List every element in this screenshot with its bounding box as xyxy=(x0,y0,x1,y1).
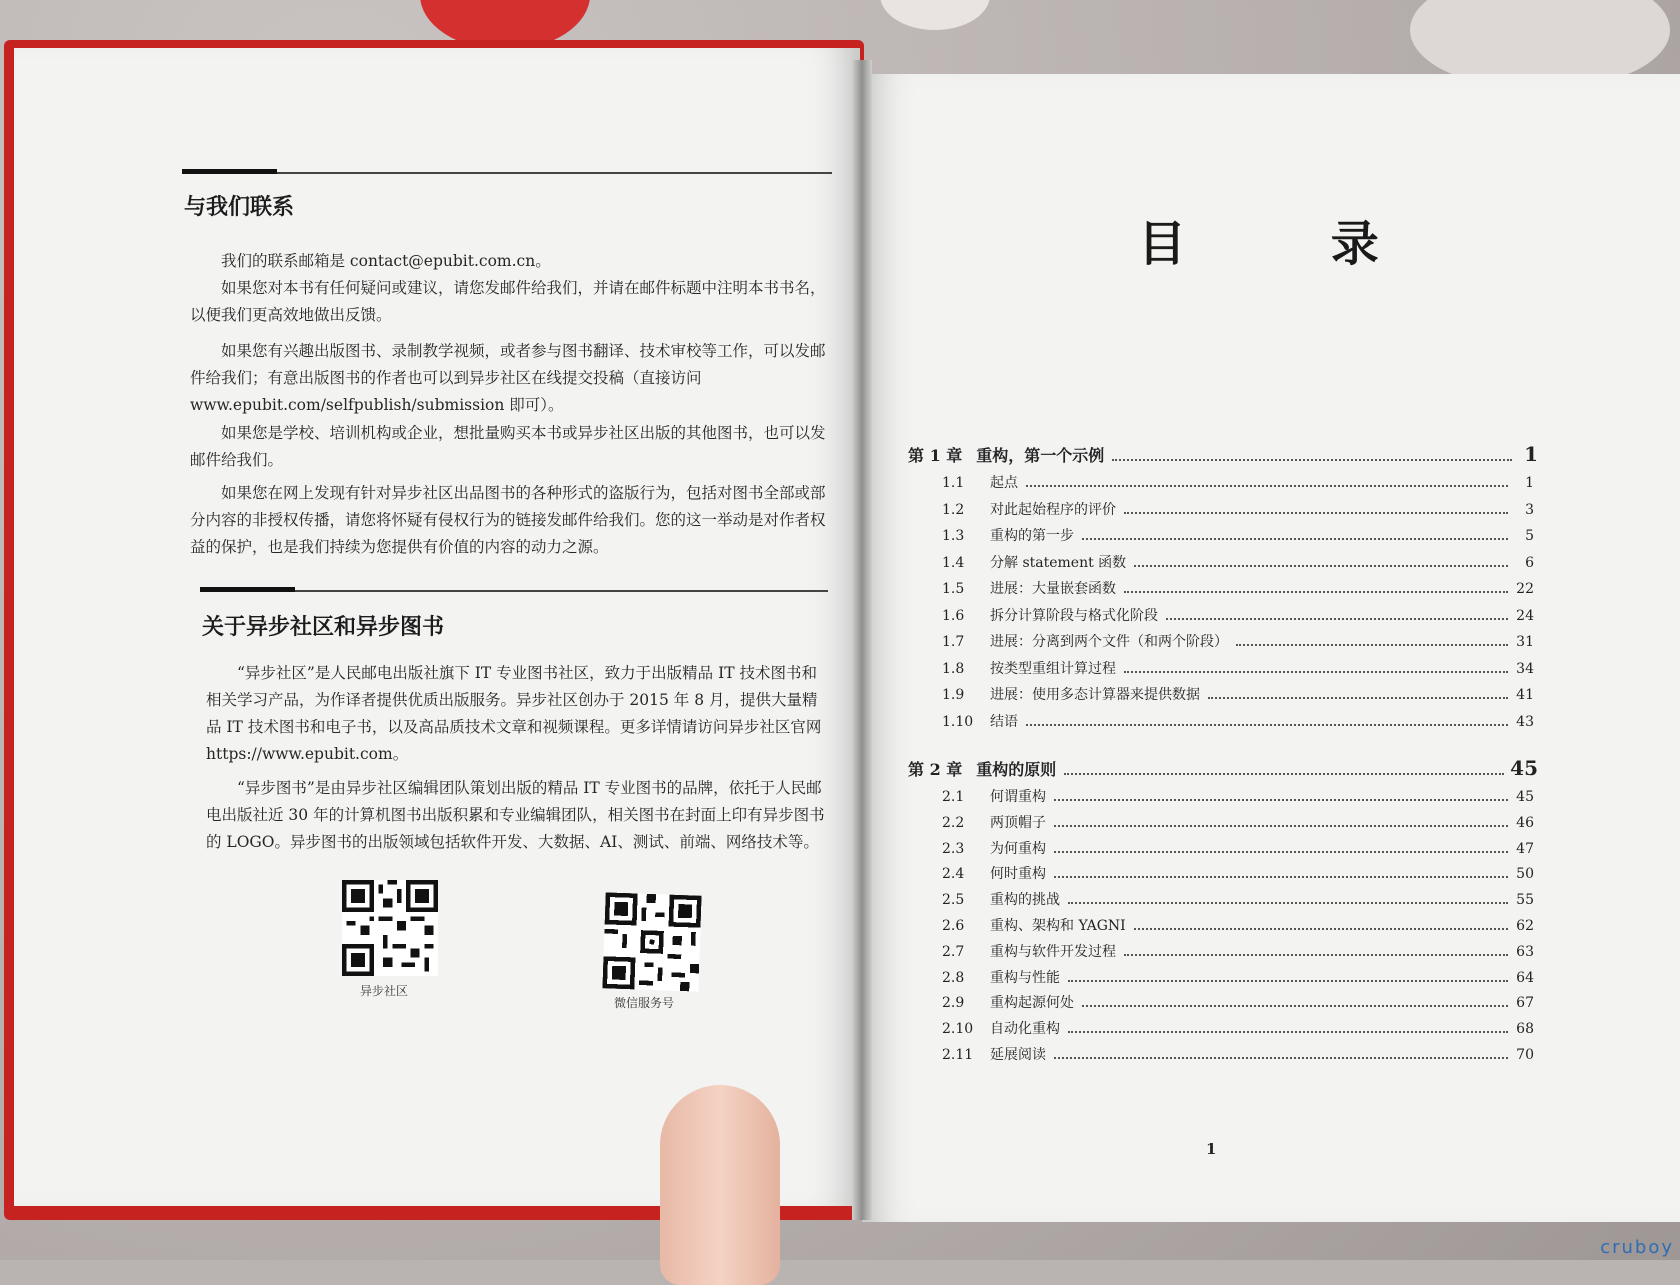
toc-leader-dots xyxy=(1026,485,1508,487)
toc-section-title: 拆分计算阶段与格式化阶段 xyxy=(990,607,1158,624)
toc-section-row xyxy=(942,658,1534,678)
toc-page-number: 47 xyxy=(1516,840,1534,857)
toc-page-number: 1 xyxy=(1525,475,1534,491)
toc-leader-dots xyxy=(1068,902,1508,904)
toc-section-number: 2.2 xyxy=(942,814,965,831)
toc-section-row xyxy=(942,552,1534,572)
toc-page-number: 3 xyxy=(1525,501,1534,518)
toc-section-row xyxy=(942,605,1534,625)
toc-leader-dots xyxy=(1064,773,1504,775)
toc-section-title: 按类型重组计算过程 xyxy=(990,660,1116,677)
toc-section-row xyxy=(942,967,1534,987)
toc-leader-dots xyxy=(1054,799,1508,801)
page-number: 1 xyxy=(1206,1140,1217,1158)
toc-section-title: 自动化重构 xyxy=(990,1021,1060,1038)
toc-section-title: 两顶帽子 xyxy=(990,814,1046,831)
toc-section-title: 进展：分离到两个文件（和两个阶段） xyxy=(990,634,1228,650)
watermark-text: cruboy xyxy=(1600,1237,1674,1258)
toc-page-number: 5 xyxy=(1525,528,1534,544)
toc-leader-dots xyxy=(1134,565,1508,567)
toc-section-number: 2.10 xyxy=(942,1021,974,1038)
toc-leader-dots xyxy=(1124,671,1508,673)
toc-section-row xyxy=(942,711,1534,731)
toc-section-number: 1.3 xyxy=(942,528,965,544)
toc-section-number: 2.8 xyxy=(942,969,965,986)
toc-leader-dots xyxy=(1124,512,1508,514)
toc-leader-dots xyxy=(1054,851,1508,853)
finger-holding-page xyxy=(660,1085,780,1285)
toc-page-number: 50 xyxy=(1516,866,1534,883)
toc-page-number: 41 xyxy=(1516,687,1534,703)
toc-section-title: 分解 statement 函数 xyxy=(990,554,1127,571)
toc-leader-dots xyxy=(1236,644,1508,646)
toc-page-number: 45 xyxy=(1510,756,1538,780)
qr-caption: 异步社区 xyxy=(360,984,409,998)
toc-section-title: 起点 xyxy=(990,475,1018,491)
toc-leader-dots xyxy=(1112,459,1512,461)
toc-leader-dots xyxy=(1082,1005,1508,1007)
toc-leader-dots xyxy=(1208,697,1508,699)
toc-section-number: 2.4 xyxy=(942,866,965,883)
toc-page-number: 22 xyxy=(1516,581,1534,597)
toc-leader-dots xyxy=(1134,928,1508,930)
toc-section-number: 1.7 xyxy=(942,634,965,650)
toc-section-number: 1.4 xyxy=(942,554,965,571)
toc-section-title: 重构的挑战 xyxy=(990,892,1060,909)
toc-section-row xyxy=(942,525,1534,545)
toc-section-number: 1.5 xyxy=(942,581,965,597)
toc-section-row xyxy=(942,992,1534,1012)
toc-page-number: 46 xyxy=(1516,814,1534,831)
toc-section-number: 2.11 xyxy=(942,1047,974,1063)
toc-page-number: 6 xyxy=(1525,554,1534,571)
toc-section-number: 2.7 xyxy=(942,943,965,960)
toc-leader-dots xyxy=(1082,538,1508,540)
toc-page-number: 45 xyxy=(1516,789,1534,805)
toc-section-title: 延展阅读 xyxy=(990,1047,1046,1063)
toc-section-row xyxy=(942,1018,1534,1038)
toc-page-number: 63 xyxy=(1516,943,1534,960)
toc-section-title: 重构起源何处 xyxy=(990,995,1074,1012)
contact-paragraph: 如果您有兴趣出版图书、录制教学视频，或者参与图书翻译、技术审校等工作，可以发邮件给我们；有意出版图书的作者也可以到异步社区在线提交投稿（直接访问 www.epubit.com/selfpublish/submission 即可）。 xyxy=(190,342,826,414)
toc-section-row xyxy=(942,631,1534,651)
toc-leader-dots xyxy=(1124,954,1508,956)
toc-section-row xyxy=(942,941,1534,961)
about-paragraph: “异步图书”是由异步社区编辑团队策划出版的精品 IT 专业图书的品牌，依托于人民邮电出版社近 30 年的计算机图书出版积累和专业编辑团队，相关图书在封面上印有异步图书的 LOGO。异步图书的出版领域包括软件开发、大数据、AI、测试、前端、网络技术等。 xyxy=(206,779,825,851)
toc-section-title: 何时重构 xyxy=(990,866,1046,883)
toc-section-number: 2.6 xyxy=(942,918,965,934)
toc-section-row xyxy=(942,812,1534,832)
toc-section-number: 1.1 xyxy=(942,475,965,491)
toc-section-number: 1.2 xyxy=(942,501,965,518)
toc-page-number: 31 xyxy=(1516,634,1534,650)
toc-leader-dots xyxy=(1068,980,1508,982)
toc-page-number: 34 xyxy=(1516,660,1534,677)
toc-section-row xyxy=(942,578,1534,598)
toc-section-number: 2.9 xyxy=(942,995,965,1012)
about-paragraph: “异步社区”是人民邮电出版社旗下 IT 专业图书社区，致力于出版精品 IT 技术图书和相关学习产品，为作译者提供优质出版服务。异步社区创办于 2015 年 8 月，提供大量精品 IT 技术图书和电子书，以及高品质技术文章和视频课程。更多详情请访问异步社区官网 https://www.epubit.com。 xyxy=(206,664,822,763)
toc-page-number: 70 xyxy=(1516,1047,1534,1063)
toc-section-number: 1.10 xyxy=(942,713,974,730)
toc-section-title: 对此起始程序的评价 xyxy=(990,501,1116,518)
toc-section-number: 2.3 xyxy=(942,840,965,857)
toc-page-number: 64 xyxy=(1516,969,1534,986)
toc-page-number: 1 xyxy=(1524,442,1538,466)
toc-section-row xyxy=(942,863,1534,883)
toc-chapter-row xyxy=(908,442,1538,466)
toc-section-row xyxy=(942,684,1534,704)
toc-section-row xyxy=(942,1044,1534,1064)
toc-page-number: 62 xyxy=(1516,918,1534,934)
toc-section-title: 结语 xyxy=(990,713,1018,730)
qr-code-community xyxy=(342,880,438,976)
toc-leader-dots xyxy=(1054,876,1508,878)
toc-section-number: 1.9 xyxy=(942,687,965,703)
toc-page-number: 43 xyxy=(1516,713,1534,730)
section-title-contact: 与我们联系 xyxy=(184,194,295,220)
contact-paragraph: 如果您对本书有任何疑问或建议，请您发邮件给我们，并请在邮件标题中注明本书书名，以便我们更高效地做出反馈。 xyxy=(190,279,826,324)
toc-chapter-title: 重构的原则 xyxy=(976,760,1057,779)
toc-leader-dots xyxy=(1026,724,1508,726)
toc-section-title: 重构与软件开发过程 xyxy=(990,943,1116,960)
toc-section-number: 1.8 xyxy=(942,660,965,677)
toc-section-number: 2.5 xyxy=(942,892,965,909)
qr-caption: 微信服务号 xyxy=(614,996,675,1010)
toc-page-number: 55 xyxy=(1516,892,1534,909)
contact-paragraph: 如果您在网上发现有针对异步社区出品图书的各种形式的盗版行为，包括对图书全部或部分内容的非授权传播，请您将怀疑有侵权行为的链接发邮件给我们。您的这一举动是对作者权益的保护，也是我们持续为您提供有价值的内容的动力之源。 xyxy=(190,484,826,556)
toc-section-number: 1.6 xyxy=(942,607,965,624)
toc-section-row xyxy=(942,499,1534,519)
toc-leader-dots xyxy=(1124,591,1508,593)
toc-section-row xyxy=(942,786,1534,806)
toc-section-title: 重构与性能 xyxy=(990,969,1060,986)
toc-leader-dots xyxy=(1068,1031,1508,1033)
toc-section-title: 重构、架构和 YAGNI xyxy=(990,918,1126,934)
toc-section-title: 进展：大量嵌套函数 xyxy=(990,581,1116,597)
toc-leader-dots xyxy=(1166,618,1508,620)
toc-chapter-number: 第 2 章 xyxy=(908,760,963,779)
toc-section-title: 为何重构 xyxy=(990,840,1046,857)
contact-paragraph: 如果您是学校、培训机构或企业，想批量购买本书或异步社区出版的其他图书，也可以发邮件给我们。 xyxy=(190,424,826,469)
toc-section-number: 2.1 xyxy=(942,789,965,805)
section-title-about: 关于异步社区和异步图书 xyxy=(202,614,445,640)
toc-chapter-row xyxy=(908,756,1538,780)
toc-page-number: 68 xyxy=(1516,1021,1534,1038)
toc-section-row xyxy=(942,889,1534,909)
toc-section-title: 何谓重构 xyxy=(990,789,1046,805)
qr-code-wechat xyxy=(602,892,701,991)
toc-section-title: 进展：使用多态计算器来提供数据 xyxy=(990,687,1200,703)
toc-chapter-title: 重构，第一个示例 xyxy=(976,446,1105,465)
toc-leader-dots xyxy=(1054,825,1508,827)
toc-chapter-number: 第 1 章 xyxy=(908,446,963,465)
toc-section-row xyxy=(942,472,1534,492)
section-rule xyxy=(200,590,828,592)
book-spine xyxy=(852,60,872,1220)
toc-page-number: 67 xyxy=(1516,995,1534,1012)
toc-section-row xyxy=(942,838,1534,858)
toc-title: 目 录 xyxy=(1138,216,1443,272)
toc-section-row xyxy=(942,915,1534,935)
toc-section-title: 重构的第一步 xyxy=(990,528,1074,544)
toc-leader-dots xyxy=(1054,1057,1508,1059)
section-rule xyxy=(182,172,832,174)
toc-page-number: 24 xyxy=(1516,607,1534,624)
contact-paragraph: 我们的联系邮箱是 contact@epubit.com.cn。 xyxy=(221,252,551,270)
